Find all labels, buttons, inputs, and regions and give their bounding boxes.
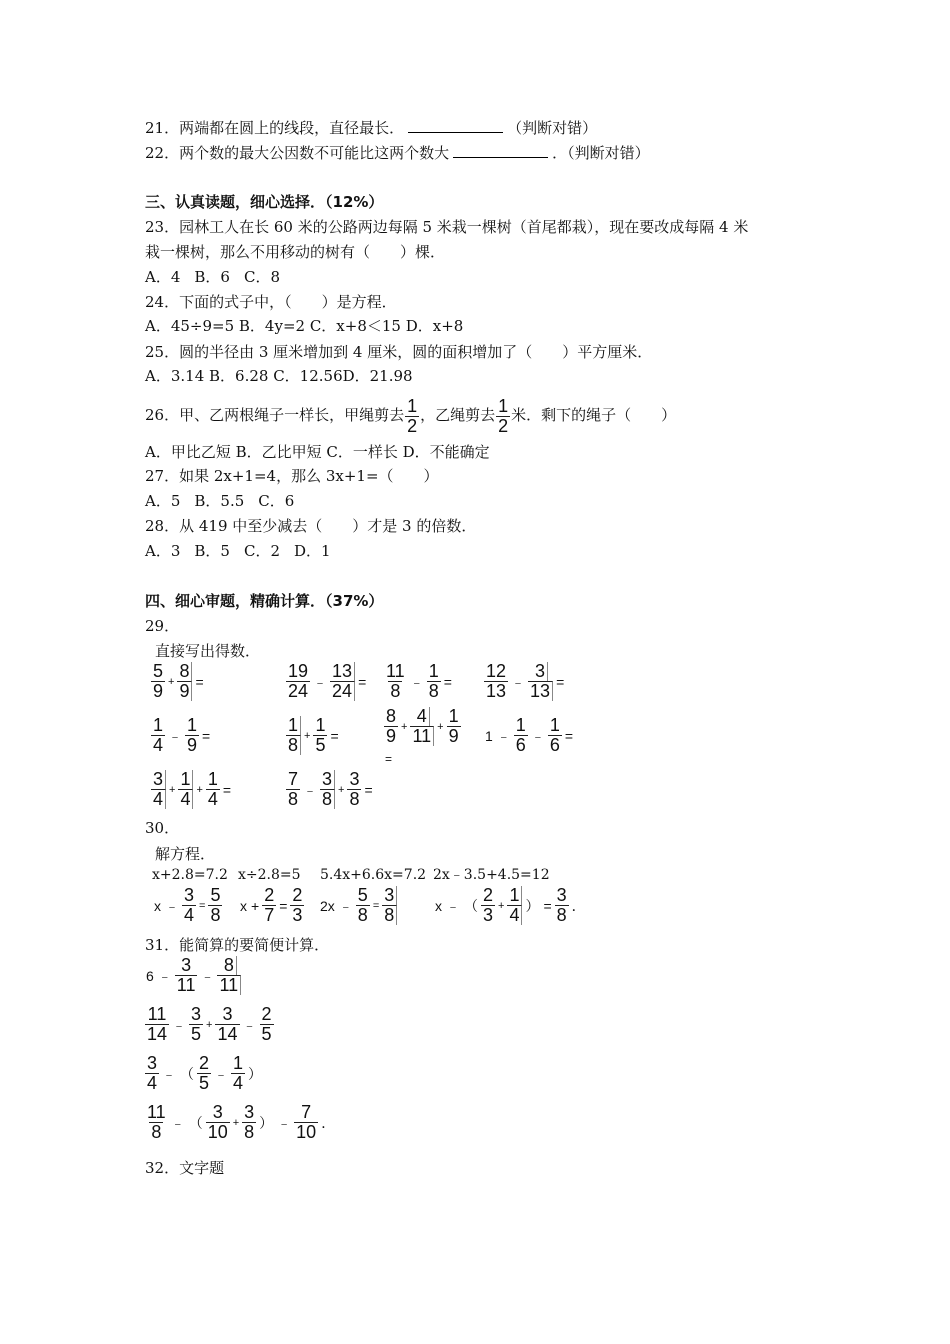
- equation-7: 2x ﹣ $\frac{5}{8}$ = $\frac{3}{8}$: [318, 886, 398, 925]
- simplify-item-2: $\frac{11}{14}$ ﹣ $\frac{3}{5}$ + $\frac{3}{14}$ ﹣ $\frac{2}{5}$: [147, 1004, 272, 1044]
- question-29-title: 直接写出得数．: [155, 642, 261, 660]
- calc-item: $\frac{12}{13}$ ﹣ $\frac{3}{13}$ =: [486, 661, 565, 701]
- answer-blank[interactable]: [453, 143, 548, 158]
- question-30-number: 30．: [145, 819, 180, 837]
- equation-2: x÷2.8=5: [238, 867, 301, 883]
- calc-item: $\frac{3}{4}$ + $\frac{1}{4}$ + $\frac{1}{4}$ =: [153, 769, 232, 809]
- question-32: 32．文字题: [145, 1159, 225, 1177]
- question-23-options: A．4 B．6 C．8: [145, 268, 280, 286]
- question-23-line2: 栽一棵树，那么不用移动的树有（ ）棵．: [145, 243, 446, 261]
- answer-blank[interactable]: [408, 118, 503, 133]
- question-28-options: A．3 B．5 C．2 D．1: [145, 542, 331, 560]
- calc-item: $\frac{19}{24}$ ﹣ $\frac{13}{24}$ =: [288, 661, 367, 701]
- calc-item: $\frac{1}{4}$ ﹣ $\frac{1}{9}$ =: [153, 715, 211, 755]
- question-29-number: 29．: [145, 617, 180, 635]
- calc-item: $\frac{7}{8}$ ﹣ $\frac{3}{8}$ + $\frac{3}{8}$ =: [288, 769, 373, 809]
- calc-item: $\frac{11}{8}$ ﹣ $\frac{1}{8}$ =: [386, 661, 452, 701]
- question-24: 24．下面的式子中，（ ）是方程．: [145, 293, 397, 311]
- equation-4: 2x﹣3.5+4.5=12: [433, 867, 550, 883]
- question-27-options: A．5 B．5.5 C．6: [145, 492, 295, 510]
- equation-5: x ﹣ $\frac{3}{4}$ = $\frac{5}{8}$: [154, 885, 221, 925]
- calc-item: $\frac{8}{9}$ + $\frac{4}{11}$ + $\frac{1}{9}$: [386, 706, 459, 746]
- question-31: 31．能简算的要简便计算．: [145, 936, 330, 954]
- section-4-heading: 四、细心审题，精确计算．（37%）: [145, 592, 384, 610]
- equation-3: 5.4x+6.6x=7.2: [320, 867, 427, 883]
- simplify-item-3: $\frac{3}{4}$ ﹣ （ $\frac{2}{5}$ ﹣ $\frac{1}{4}$ ）: [147, 1053, 263, 1093]
- equation-6: x + $\frac{2}{7}$ = $\frac{2}{3}$: [240, 885, 303, 925]
- simplify-item-4: $\frac{11}{8}$ ﹣ （ $\frac{3}{10}$ + $\frac{3}{8}$ ） ﹣ $\frac{7}{10}$ ．: [147, 1102, 336, 1142]
- question-26-options: A．甲比乙短 B．乙比甲短 C．一样长 D．不能确定: [145, 443, 490, 461]
- question-23-line1: 23．园林工人在长 60 米的公路两边每隔 5 米栽一棵树（首尾都栽），现在要改成每隔 4 米: [145, 218, 749, 236]
- equation-1: x+2.8=7.2: [152, 867, 228, 883]
- question-26: 26．甲、乙两根绳子一样长，甲绳剪去 $\frac{1}{2}$ ，乙绳剪去 $\frac{1}{2}$ 米．剩下的绳子（ ）: [145, 395, 677, 436]
- equation-8: x ﹣ （ $\frac{2}{3}$ + $\frac{1}{4}$ ） = $\frac{3}{8}$ ．: [435, 885, 586, 925]
- calc-equals: =: [385, 752, 393, 766]
- calc-item: $\frac{5}{9}$ + $\frac{8}{9}$ =: [153, 661, 204, 701]
- calc-item: $\frac{1}{8}$ + $\frac{1}{5}$ =: [288, 715, 339, 755]
- question-28: 28．从 419 中至少减去（ ）才是 3 的倍数．: [145, 517, 477, 535]
- question-24-options: A．45÷9=5 B．4y=2 C．x+8＜15 D．x+8: [145, 317, 464, 335]
- calc-item: 1 ﹣ $\frac{1}{6}$ ﹣ $\frac{1}{6}$ =: [485, 715, 574, 755]
- question-22: 22．两个数的最大公因数不可能比这两个数大 ．（判断对错）: [145, 144, 650, 162]
- question-25-options: A．3.14 B．6.28 C．12.56D．21.98: [145, 367, 413, 385]
- question-25: 25．圆的半径由 3 厘米增加到 4 厘米，圆的面积增加了（ ）平方厘米．: [145, 343, 653, 361]
- section-3-heading: 三、认真读题，细心选择．（12%）: [145, 193, 384, 211]
- question-30-title: 解方程．: [155, 845, 216, 863]
- simplify-item-1: 6 ﹣ $\frac{3}{11}$ ﹣ $\frac{8}{11}$: [144, 956, 242, 995]
- question-27: 27．如果 2x+1=4，那么 3x+1=（ ）: [145, 467, 439, 485]
- question-21: 21．两端都在圆上的线段，直径最长． （判断对错）: [145, 119, 598, 137]
